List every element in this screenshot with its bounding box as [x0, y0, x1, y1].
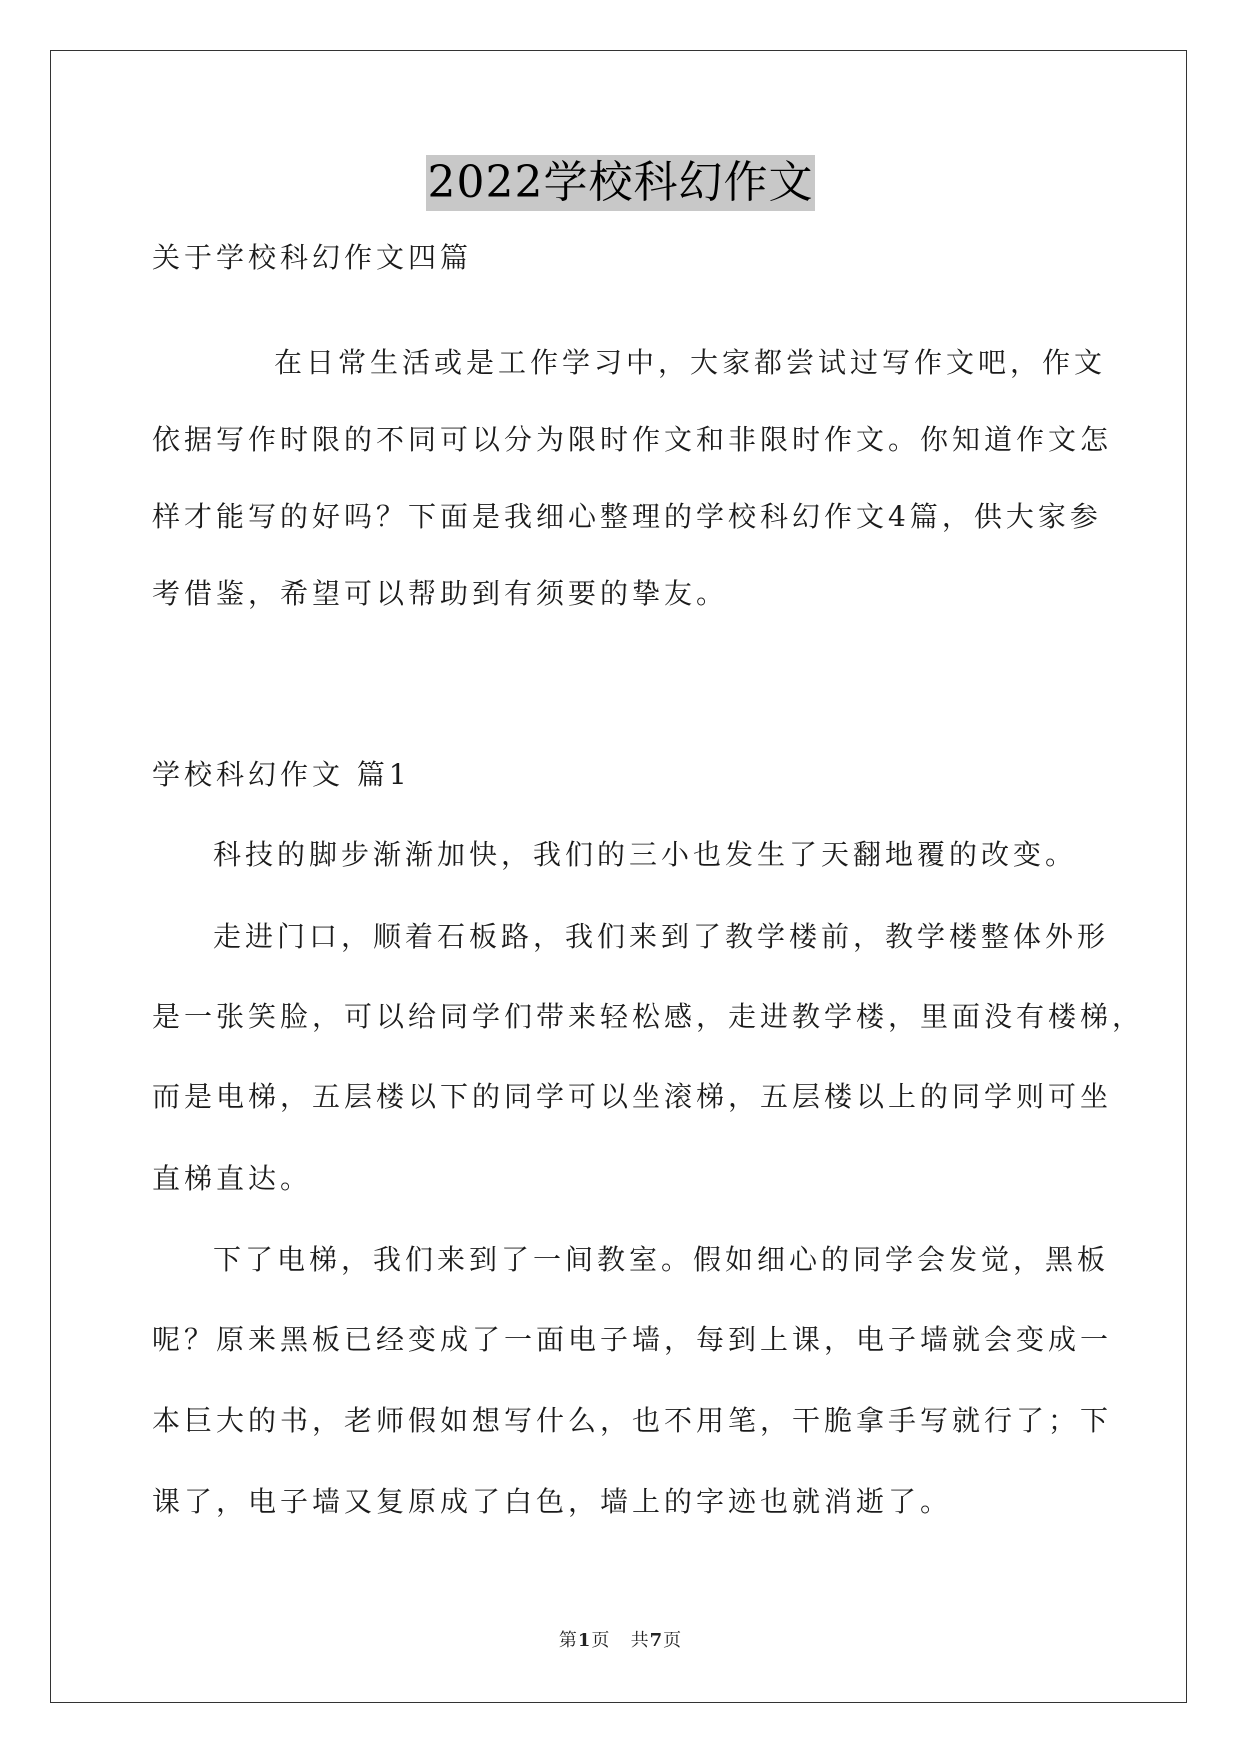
- title-container: [0, 155, 1241, 211]
- footer-total-suffix: 页: [663, 1630, 683, 1651]
- footer-page-suffix: 页: [591, 1630, 611, 1651]
- page-footer: [0, 1626, 1241, 1652]
- body-line-6: 下了电梯，我们来到了一间教室。假如细心的同学会发觉，黑板: [213, 1243, 1110, 1276]
- document-title: 2022学校科幻作文: [426, 155, 816, 211]
- footer-page-total: 7: [649, 1630, 664, 1651]
- body-line-5: 直梯直达。: [152, 1162, 313, 1195]
- body-line-1: 科技的脚步渐渐加快，我们的三小也发生了天翻地覆的改变。: [213, 838, 1078, 871]
- footer-page-prefix: 第: [558, 1630, 578, 1651]
- intro-line-1: 在日常生活或是工作学习中，大家都尝试过写作文吧，作文: [274, 346, 1107, 379]
- section-heading: 学校科幻作文 篇1: [152, 758, 411, 791]
- page-border: [50, 50, 1187, 1703]
- intro-line-3: 样才能写的好吗？下面是我细心整理的学校科幻作文4篇，供大家参: [152, 500, 1102, 533]
- footer-total-prefix: 共: [630, 1630, 650, 1651]
- intro-line-2: 依据写作时限的不同可以分为限时作文和非限时作文。你知道作文怎: [152, 423, 1113, 456]
- body-line-4: 而是电梯，五层楼以下的同学可以坐滚梯，五层楼以上的同学则可坐: [152, 1080, 1113, 1113]
- body-line-9: 课了，电子墙又复原成了白色，墙上的字迹也就消逝了。: [152, 1485, 953, 1518]
- body-line-7: 呢？原来黑板已经变成了一面电子墙，每到上课，电子墙就会变成一: [152, 1323, 1113, 1356]
- body-line-8: 本巨大的书，老师假如想写什么，也不用笔，干脆拿手写就行了；下: [152, 1404, 1113, 1437]
- document-subtitle: 关于学校科幻作文四篇: [152, 241, 473, 274]
- footer-page-current: 1: [577, 1630, 592, 1651]
- body-line-2: 走进门口，顺着石板路，我们来到了教学楼前，教学楼整体外形: [213, 920, 1110, 953]
- intro-line-4: 考借鉴，希望可以帮助到有须要的挚友。: [152, 577, 729, 610]
- body-line-3: 是一张笑脸，可以给同学们带来轻松感，走进教学楼，里面没有楼梯，: [152, 1000, 1145, 1033]
